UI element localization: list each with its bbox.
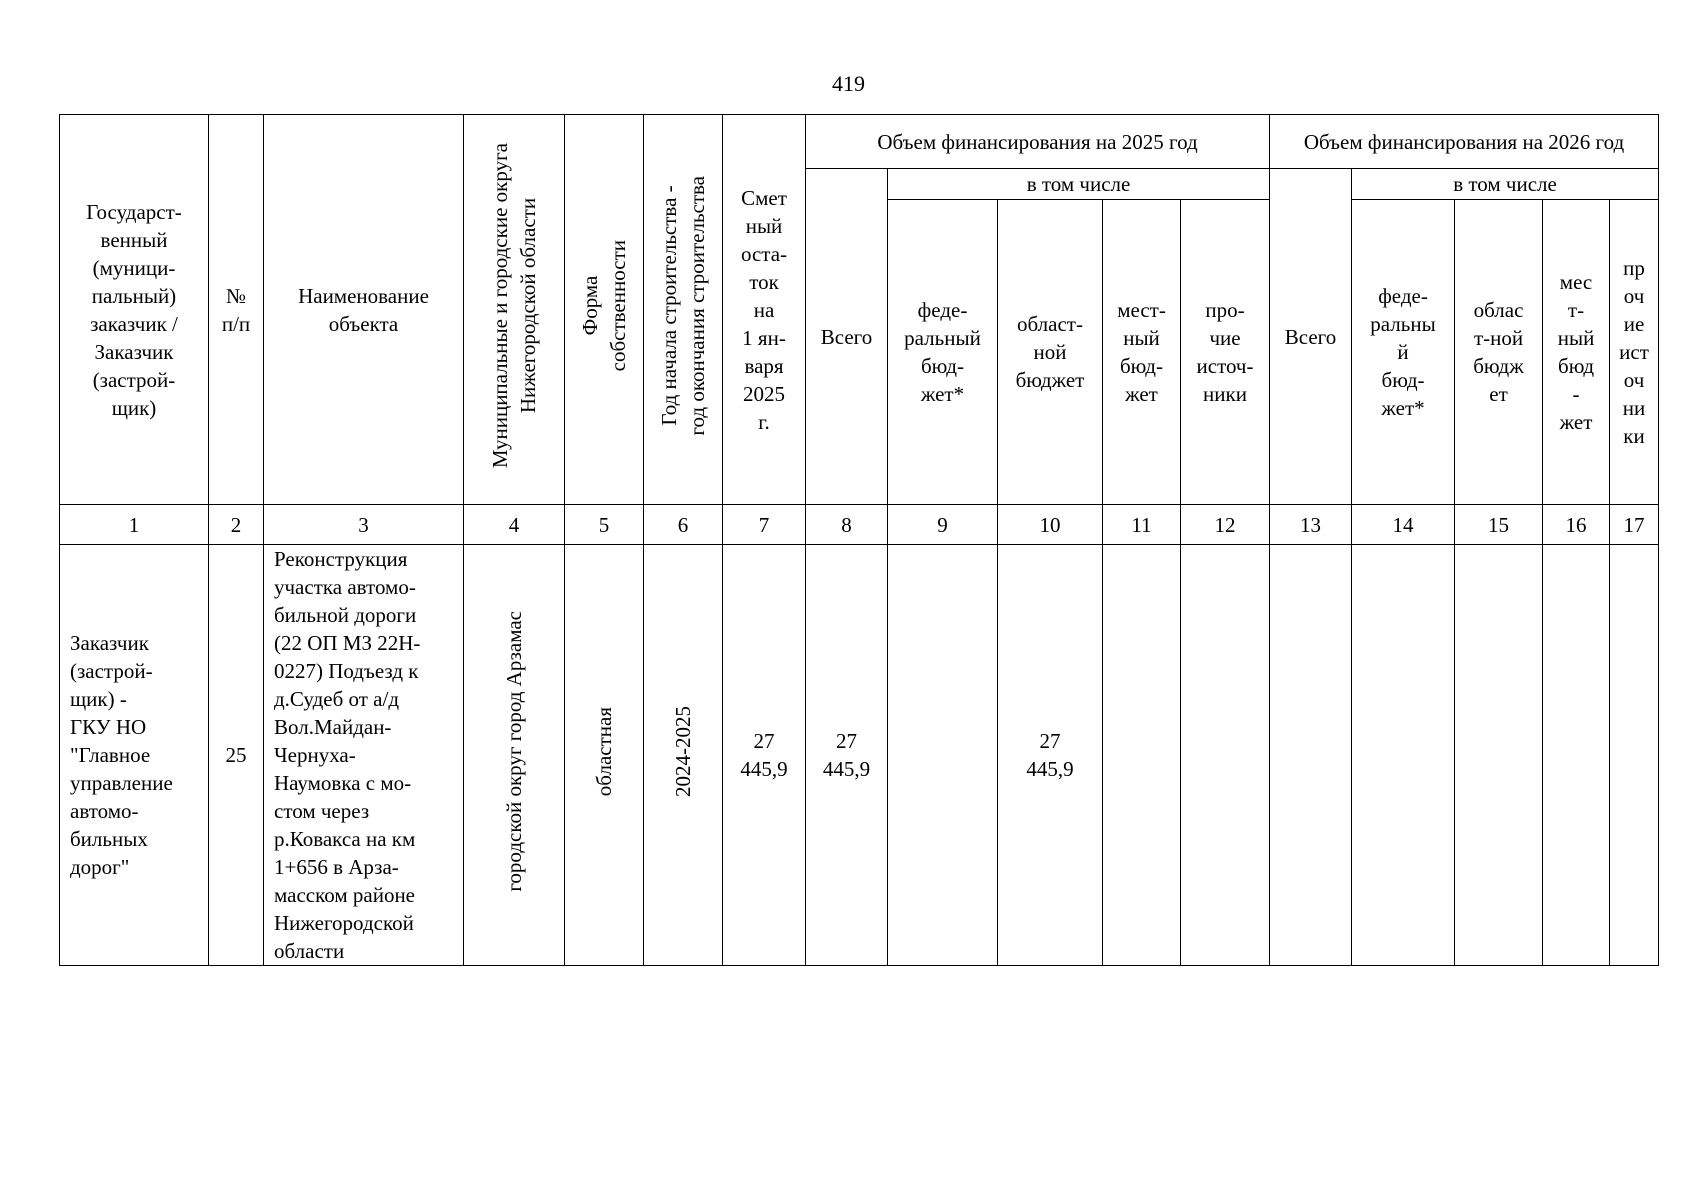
column-number: 2 — [209, 505, 264, 545]
row-ownership-text: областная — [592, 706, 616, 797]
column-number: 4 — [464, 505, 565, 545]
row-oth-2025 — [1181, 545, 1270, 966]
row-object-name: Реконструкция участка автомо- бильной дороги (22 ОП МЗ 22Н- 0227) Подъезд к д.Судеб от а/д Вол.Майдан- Чернуха- Наумовка с мо- стом через р.Ковакса на км 1+656 в Арза- масском районе Нижегородской области — [264, 545, 464, 966]
row-loc-2026 — [1543, 545, 1610, 966]
header-municipality-text: Муниципальные и городские округа Нижегородской области — [488, 143, 540, 469]
column-number: 3 — [264, 505, 464, 545]
header-fed-2025: феде- ральный бюд- жет* — [888, 200, 998, 505]
row-total-2026 — [1270, 545, 1352, 966]
header-group-2026: Объем финансирования на 2026 год — [1270, 115, 1659, 169]
header-incl-2026: в том числе — [1352, 169, 1659, 200]
header-group-2025: Объем финансирования на 2025 год — [806, 115, 1270, 169]
column-number: 1 — [60, 505, 209, 545]
row-reg-2025: 27 445,9 — [998, 545, 1103, 966]
column-number: 8 — [806, 505, 888, 545]
row-customer: Заказчик (застрой- щик) - ГКУ НО "Главное управление автомо- бильных дорог" — [60, 545, 209, 966]
header-oth-2026: пр оч ие ист оч ни ки — [1610, 200, 1659, 505]
column-number: 12 — [1181, 505, 1270, 545]
column-number: 16 — [1543, 505, 1610, 545]
column-number: 10 — [998, 505, 1103, 545]
header-municipality — [464, 115, 565, 505]
header-loc-2025: мест- ный бюд- жет — [1103, 200, 1181, 505]
column-number: 7 — [723, 505, 806, 545]
column-number: 17 — [1610, 505, 1659, 545]
row-reg-2026 — [1455, 545, 1543, 966]
header-reg-2025: област- ной бюджет — [998, 200, 1103, 505]
header-total-2026: Всего — [1270, 169, 1352, 505]
header-total-2025: Всего — [806, 169, 888, 505]
row-loc-2025 — [1103, 545, 1181, 966]
row-years — [644, 545, 723, 966]
row-years-text: 2024-2025 — [671, 706, 695, 797]
construction-objects-table — [59, 114, 1659, 966]
header-ownership-text: Форма собственности — [578, 240, 630, 372]
header-ownership — [565, 115, 644, 505]
column-number: 15 — [1455, 505, 1543, 545]
row-total-2025: 27 445,9 — [806, 545, 888, 966]
column-number: 6 — [644, 505, 723, 545]
row-num: 25 — [209, 545, 264, 966]
header-object-name: Наименование объекта — [264, 115, 464, 505]
header-num: № п/п — [209, 115, 264, 505]
column-number: 11 — [1103, 505, 1181, 545]
row-municipality — [464, 545, 565, 966]
row-oth-2026 — [1610, 545, 1659, 966]
row-fed-2026 — [1352, 545, 1455, 966]
header-loc-2026: мес т- ный бюд - жет — [1543, 200, 1610, 505]
row-estimate: 27 445,9 — [723, 545, 806, 966]
header-years — [644, 115, 723, 505]
header-customer: Государст- венный (муници- пальный) заказчик / Заказчик (застрой- щик) — [60, 115, 209, 505]
header-estimate: Смет ный оста- ток на 1 ян- варя 2025 г. — [723, 115, 806, 505]
header-reg-2026: облас т-ной бюдж ет — [1455, 200, 1543, 505]
header-years-text: Год начала строительства - год окончания строительства — [657, 176, 709, 436]
header-incl-2025: в том числе — [888, 169, 1270, 200]
column-number: 13 — [1270, 505, 1352, 545]
header-fed-2026: феде- ральны й бюд- жет* — [1352, 200, 1455, 505]
row-fed-2025 — [888, 545, 998, 966]
column-number: 9 — [888, 505, 998, 545]
row-ownership — [565, 545, 644, 966]
table-row — [60, 545, 1659, 966]
row-municipality-text: городской округ город Арзамас — [502, 611, 526, 892]
column-number: 5 — [565, 505, 644, 545]
page-number: 419 — [832, 71, 865, 96]
header-oth-2025: про- чие источ- ники — [1181, 200, 1270, 505]
column-number-row — [60, 505, 1659, 545]
column-number: 14 — [1352, 505, 1455, 545]
